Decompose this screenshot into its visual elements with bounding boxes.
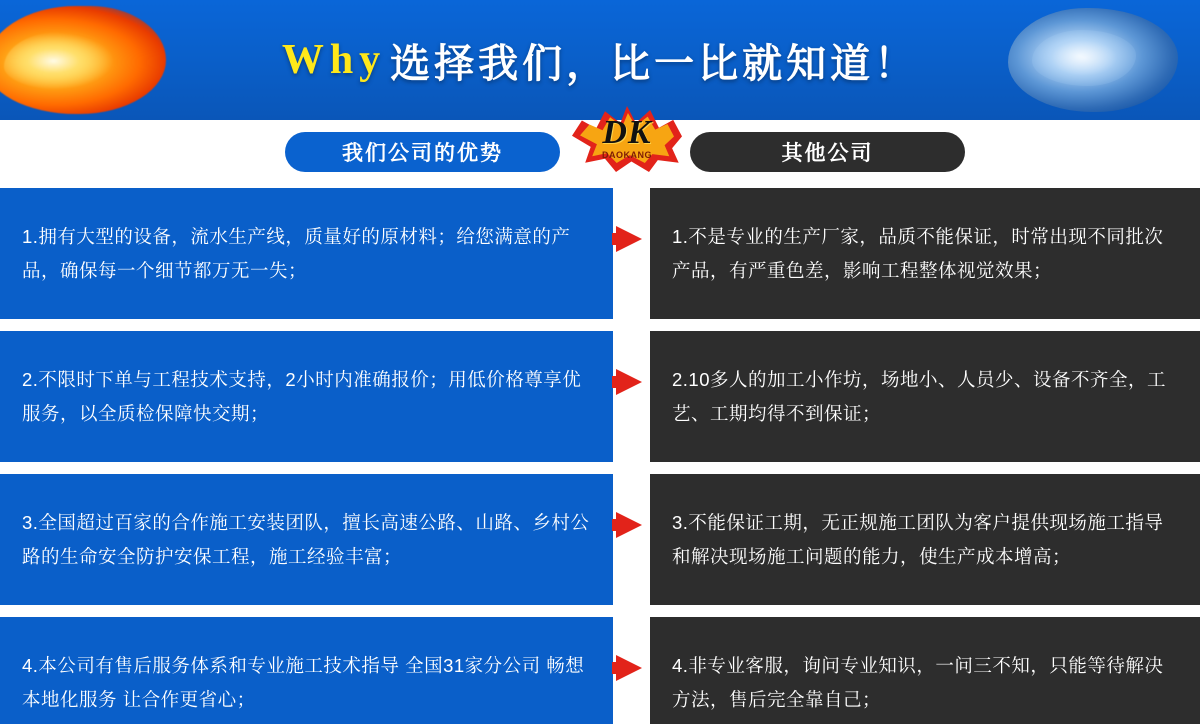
arrow-right-icon: [616, 226, 642, 252]
row-4-others-text: 4.非专业客服，询问专业知识，一问三不知，只能等待解决方法，售后完全靠自己；: [672, 654, 1164, 710]
header-our-advantages: 我们公司的优势: [285, 132, 560, 172]
arrow-right-icon: [616, 369, 642, 395]
row-1-others-text: 1.不是专业的生产厂家，品质不能保证，时常出现不同批次产品，有严重色差，影响工程整体视觉效果；: [672, 225, 1164, 281]
row-1-ours-text: 1.拥有大型的设备，流水生产线，质量好的原材料；给您满意的产品，确保每一个细节都万无一失；: [22, 225, 571, 281]
table-row: [0, 474, 1200, 605]
page-title-cn: 选择我们，比一比就知道！: [390, 41, 919, 86]
logo-mark: DK: [602, 114, 652, 151]
row-3-ours: [0, 474, 613, 605]
logo-subtext: DAOKANG: [602, 150, 652, 160]
row-1-ours: [0, 188, 613, 319]
table-row: [0, 331, 1200, 462]
row-4-ours: [0, 617, 613, 724]
header-other-companies: 其他公司: [690, 132, 965, 172]
comparison-table: [0, 188, 1200, 724]
table-row: [0, 188, 1200, 319]
row-2-ours: [0, 331, 613, 462]
table-row: [0, 617, 1200, 724]
row-2-ours-text: 2.不限时下单与工程技术支持，2小时内准确报价；用低价格尊享优服务，以全质检保障快交期；: [22, 368, 582, 424]
row-4-ours-text: 4.本公司有售后服务体系和专业施工技术指导 全国31家分公司 畅想本地化服务 让合作更省心；: [22, 654, 585, 710]
row-3-others: [650, 474, 1200, 605]
row-1-others: [650, 188, 1200, 319]
row-2-others: [650, 331, 1200, 462]
row-2-others-text: 2.10多人的加工小作坊，场地小、人员少、设备不齐全，工艺、工期均得不到保证；: [672, 368, 1167, 424]
row-3-others-text: 3.不能保证工期，无正规施工团队为客户提供现场施工指导和解决现场施工问题的能力，使生产成本增高；: [672, 511, 1164, 567]
arrow-right-icon: [616, 512, 642, 538]
row-4-others: [650, 617, 1200, 724]
arrow-right-icon: [616, 655, 642, 681]
row-3-ours-text: 3.全国超过百家的合作施工安装团队，擅长高速公路、山路、乡村公路的生命安全防护安保工程，施工经验丰富；: [22, 511, 590, 567]
brand-logo: [568, 98, 686, 184]
page-title-en: Why: [281, 37, 387, 83]
